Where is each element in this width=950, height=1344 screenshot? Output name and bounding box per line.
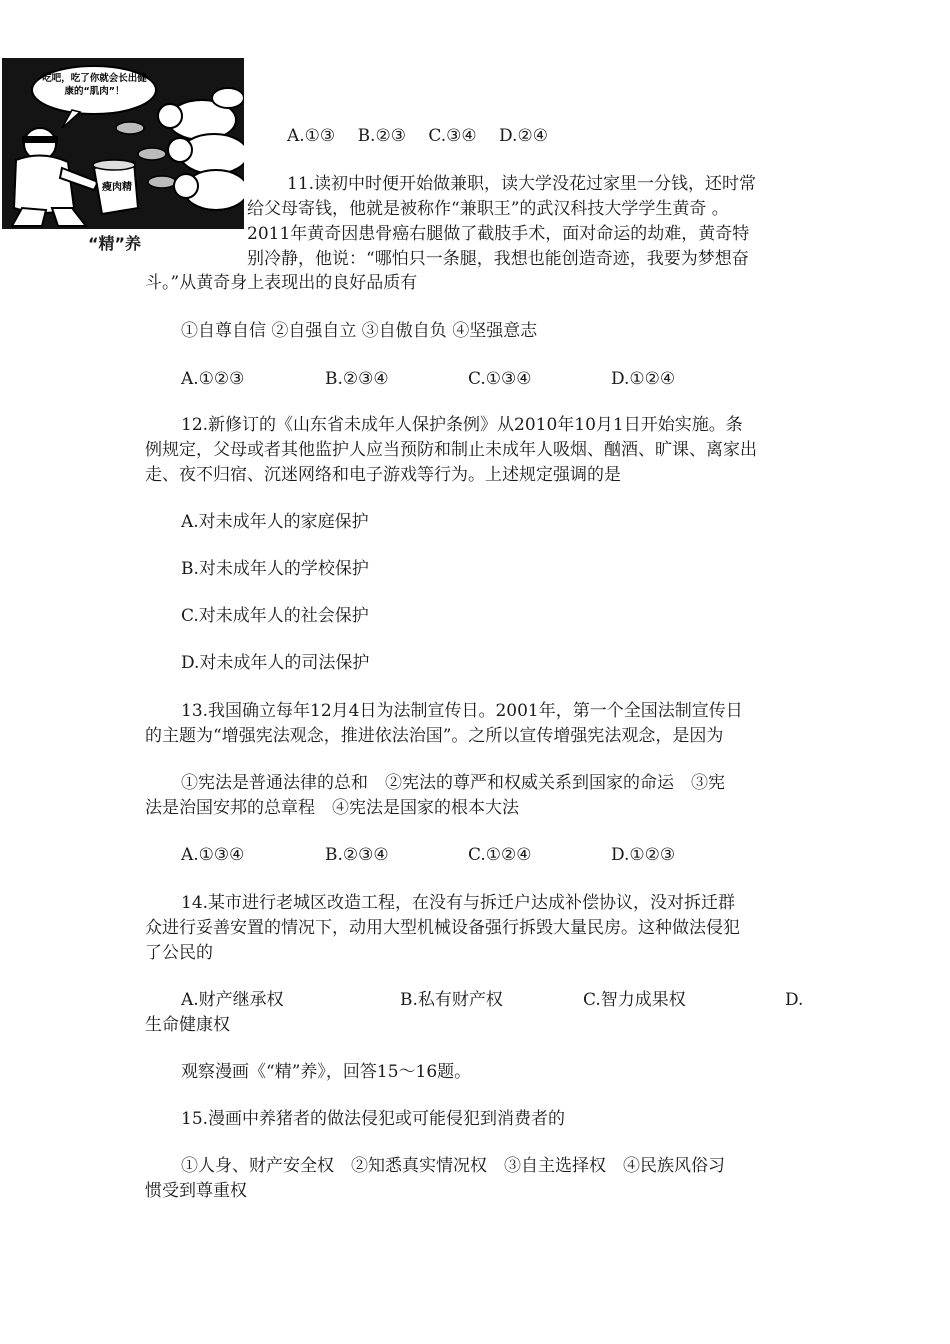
q12-option-a: A.对未成年人的家庭保护 — [181, 512, 369, 532]
bubble-text: 吃吧，吃了你就会长出健康的“肌肉”！ — [42, 73, 147, 97]
bucket-label: 瘦肉精 — [102, 182, 132, 193]
q14-option-a: A.财产继承权 — [181, 990, 284, 1010]
q13-option-d: D.①②③ — [611, 845, 676, 865]
q13-line-2: 的主题为“增强宪法观念，推进依法治国”。之所以宣传增强宪法观念，是因为 — [145, 726, 724, 746]
q11-option-d: D.①②④ — [611, 369, 676, 389]
q14-line-2: 众进行妥善安置的情况下，动用大型机械设备强行拆毁大量民房。这种做法侵犯 — [145, 918, 740, 938]
q11-line-5: 斗。”从黄奇身上表现出的良好品质有 — [145, 273, 418, 293]
q11-items: ①自尊自信 ②自强自立 ③自傲自负 ④坚强意志 — [181, 321, 538, 341]
q10-options: A.①③ B.②③ C.③④ D.②④ — [287, 126, 548, 146]
q13-items-2: 法是治国安邦的总章程 ④宪法是国家的根本大法 — [145, 798, 519, 818]
q11-line-4: 别冷静，他说：“哪怕只一条腿，我想也能创造奇迹，我要为梦想奋 — [247, 249, 749, 269]
q15-line-1: 15.漫画中养猪者的做法侵犯或可能侵犯到消费者的 — [181, 1109, 566, 1129]
q13-option-c: C.①②④ — [468, 845, 532, 865]
q11-line-1: 11.读初中时便开始做兼职，读大学没花过家里一分钱，还时常 — [287, 174, 757, 194]
q15-16-intro: 观察漫画《“精”养》，回答15～16题。 — [181, 1062, 472, 1082]
q14-option-b: B.私有财产权 — [400, 990, 503, 1010]
q12-line-1: 12.新修订的《山东省未成年人保护条例》从2010年10月1日开始实施。条 — [181, 415, 743, 435]
q13-option-b: B.②③④ — [325, 845, 389, 865]
q13-items-1: ①宪法是普通法律的总和 ②宪法的尊严和权威关系到国家的命运 ③宪 — [181, 773, 725, 793]
q11-option-c: C.①③④ — [468, 369, 532, 389]
q12-option-b: B.对未成年人的学校保护 — [181, 559, 369, 579]
q14-line-3: 了公民的 — [145, 943, 213, 963]
q12-option-c: C.对未成年人的社会保护 — [181, 606, 369, 626]
q14-option-d-text: 生命健康权 — [145, 1015, 230, 1035]
q12-line-3: 走、夜不归宿、沉迷网络和电子游戏等行为。上述规定强调的是 — [145, 465, 621, 485]
q12-option-d: D.对未成年人的司法保护 — [181, 653, 370, 673]
q13-line-1: 13.我国确立每年12月4日为法制宣传日。2001年，第一个全国法制宣传日 — [181, 701, 743, 721]
q14-line-1: 14.某市进行老城区改造工程，在没有与拆迁户达成补偿协议，没对拆迁群 — [181, 893, 736, 913]
q11-line-3: 2011年黄奇因患骨癌右腿做了截肢手术，面对命运的劫难，黄奇特 — [247, 224, 750, 244]
q11-option-b: B.②③④ — [325, 369, 389, 389]
q15-items-2: 惯受到尊重权 — [145, 1181, 247, 1201]
q14-option-d: D. — [785, 990, 804, 1010]
q15-items-1: ①人身、财产安全权 ②知悉真实情况权 ③自主选择权 ④民族风俗习 — [181, 1156, 725, 1176]
q12-line-2: 例规定，父母或者其他监护人应当预防和制止未成年人吸烟、酗酒、旷课、离家出 — [145, 440, 757, 460]
q14-option-c: C.智力成果权 — [583, 990, 686, 1010]
q11-line-2: 给父母寄钱，他就是被称作“兼职王”的武汉科技大学学生黄奇 。 — [247, 199, 729, 219]
cartoon-drawing — [2, 58, 244, 229]
q11-option-a: A.①②③ — [181, 369, 245, 389]
cartoon-caption: “精”养 — [88, 234, 142, 253]
cartoon-image — [2, 58, 244, 229]
q13-option-a: A.①③④ — [181, 845, 245, 865]
